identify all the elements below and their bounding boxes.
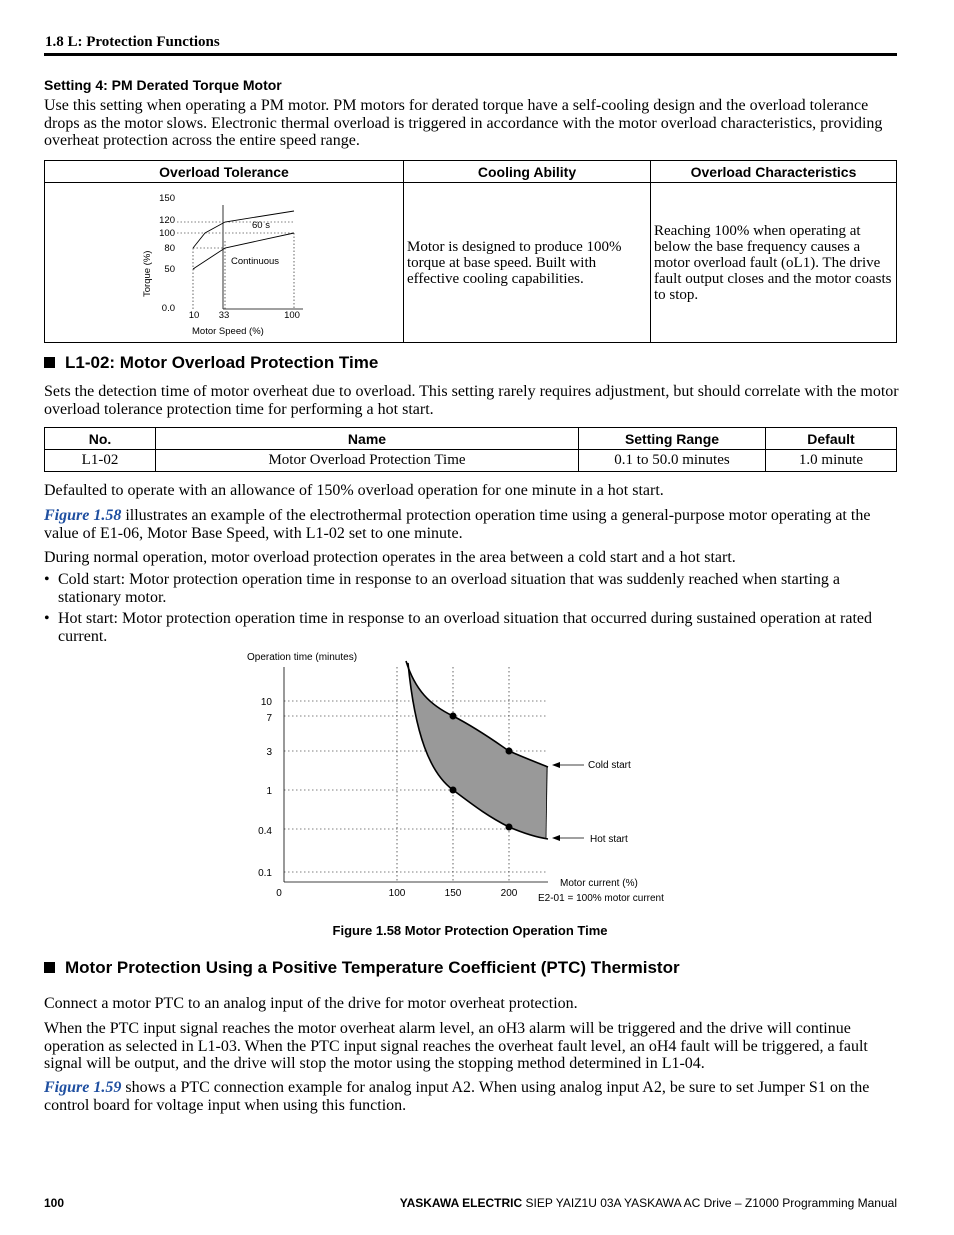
square-bullet-icon	[44, 962, 55, 973]
l102-p3: During normal operation, motor overload protection operates in the area between a cold start and a hot start.	[44, 549, 736, 566]
ytick-80: 80	[164, 243, 175, 254]
fig-ytick-10: 10	[260, 697, 272, 708]
operation-area	[406, 661, 548, 839]
ptc-p2: When the PTC input signal reaches the motor overheat alarm level, an oH3 alarm will be triggered and the drive will continue operation as selected in L1-03. When the PTC input signal reaches the overheat fault level, an oH4 fault will be triggered, a fault signal will be output, and the drive will stop the motor using the stopping method determined in L1-04.	[44, 1020, 868, 1072]
param-name: Motor Overload Protection Time	[156, 450, 579, 472]
param-default: 1.0 minute	[766, 450, 897, 472]
hot-200-point	[506, 824, 513, 831]
l102-heading-row	[44, 353, 378, 373]
bullet-hot-text: Hot start: Motor protection operation time in response to an overload situation that occurred during sustained operation at rated current.	[58, 610, 872, 645]
parameter-table	[44, 427, 897, 472]
y-axis-label: Torque (%)	[142, 250, 153, 297]
fig-xtick-150: 150	[444, 888, 462, 899]
bullet-dot: •	[44, 571, 50, 588]
param-no: L1-02	[45, 450, 156, 472]
ytick-120: 120	[159, 215, 175, 226]
ptc-heading: Motor Protection Using a Positive Temperature Coefficient (PTC) Thermistor	[65, 958, 680, 977]
label-hot-start: Hot start	[590, 834, 628, 845]
fig-xtick-0: 0	[276, 888, 282, 899]
label-60s: 60 s	[252, 220, 270, 231]
footer-brand: YASKAWA ELECTRIC	[399, 1196, 523, 1210]
bullet-cold-text: Cold start: Motor protection operation time in response to an overload situation that was suddenly reached when starting a stationary motor.	[58, 571, 841, 606]
figure-159-link[interactable]: Figure 1.59	[44, 1079, 122, 1096]
ytick-150: 150	[159, 193, 175, 204]
xtick-10: 10	[188, 310, 200, 321]
setting4-body: Use this setting when operating a PM motor. PM motors for derated torque have a self-cooling design and the overload tolerance drops as the motor slows. Electronic thermal overload is triggered in accordance with the motor overload characteristics, providing overheat protection across the entire speed range.	[44, 97, 883, 149]
label-cold-start: Cold start	[588, 760, 631, 771]
bullet-dot: •	[44, 610, 50, 627]
section-header	[44, 33, 897, 56]
xtick-33: 33	[218, 310, 230, 321]
cold-150-point	[450, 713, 457, 720]
no-header: No.	[45, 428, 156, 450]
overload-characteristics-cell: Reaching 100% when operating at below the base frequency causes a motor overload fault (oL1). The drive fault output closes and the motor coasts to stop.	[651, 183, 897, 343]
ytick-100: 100	[159, 228, 175, 239]
fig-ytick-0.4: 0.4	[258, 826, 272, 837]
curve-60s	[193, 211, 294, 248]
bullet-cold-start	[44, 571, 900, 607]
ytick-50: 50	[164, 264, 175, 275]
l102-p2-text: illustrates an example of the electrothermal protection operation time using a general-purpose motor operating at the value of E1-06, Motor Base Speed, with L1-02 set to one minute.	[44, 507, 871, 542]
figure-158-link[interactable]: Figure 1.58	[44, 507, 122, 524]
param-range: 0.1 to 50.0 minutes	[579, 450, 766, 472]
ptc-p3	[44, 1079, 900, 1114]
cooling-ability-header: Cooling Ability	[404, 161, 651, 183]
label-continuous: Continuous	[231, 256, 280, 267]
page-number: 100	[44, 1196, 65, 1210]
fig-y-label: Operation time (minutes)	[247, 652, 358, 663]
l102-p2	[44, 507, 900, 542]
fig-x-label: Motor current (%)	[560, 878, 638, 889]
overload-tolerance-header: Overload Tolerance	[45, 161, 404, 183]
overload-characteristics-header: Overload Characteristics	[651, 161, 897, 183]
default-header: Default	[766, 428, 897, 450]
fig-x-note: E2-01 = 100% motor current	[538, 893, 664, 904]
setting4-heading: Setting 4: PM Derated Torque Motor	[44, 77, 282, 93]
fig-xtick-100: 100	[388, 888, 406, 899]
cold-arrow-head	[552, 762, 560, 768]
overload-table	[44, 160, 897, 343]
name-header: Name	[156, 428, 579, 450]
fig-ytick-0.1: 0.1	[258, 868, 272, 879]
fig-xtick-200: 200	[500, 888, 518, 899]
xtick-100: 100	[284, 310, 300, 321]
cooling-ability-cell: Motor is designed to produce 100% torque at base speed. Built with effective cooling capabilities.	[404, 183, 651, 343]
cold-200-point	[506, 748, 513, 755]
table-row	[45, 450, 897, 472]
l102-heading: L1-02: Motor Overload Protection Time	[65, 353, 379, 372]
l102-p1: Defaulted to operate with an allowance of 150% overload operation for one minute in a hot start.	[44, 482, 664, 499]
hot-arrow-head	[552, 835, 560, 841]
overload-chart-cell	[45, 183, 404, 343]
footer-doc-info	[400, 1196, 897, 1210]
l102-body: Sets the detection time of motor overheat due to overload. This setting rarely requires adjustment, but should correlate with the motor overload tolerance protection time for performing a hot start.	[44, 383, 899, 418]
overload-tolerance-chart	[45, 183, 403, 342]
fig-ytick-3: 3	[266, 747, 272, 758]
figure-caption: Figure 1.58 Motor Protection Operation Time	[332, 923, 608, 938]
hot-150-point	[450, 787, 457, 794]
ytick-0: 0.0	[161, 303, 175, 314]
ptc-heading-row	[44, 958, 680, 978]
ptc-p1: Connect a motor PTC to an analog input of the drive for motor overheat protection.	[44, 995, 578, 1012]
section-title: 1.8 L: Protection Functions	[45, 34, 220, 50]
square-bullet-icon	[44, 357, 55, 368]
x-axis-label: Motor Speed (%)	[192, 326, 264, 337]
ptc-p3-text: shows a PTC connection example for analog input A2. When using analog input A2, be sure to set Jumper S1 on the control board for voltage input when using this function.	[44, 1079, 870, 1114]
footer-doc-title: SIEP YAIZ1U 03A YASKAWA AC Drive – Z1000 Programming Manual	[522, 1196, 897, 1210]
fig-ytick-1: 1	[266, 786, 272, 797]
bullet-hot-start	[44, 610, 900, 646]
setting-range-header: Setting Range	[579, 428, 766, 450]
operation-time-chart	[240, 645, 700, 910]
fig-ytick-7: 7	[266, 713, 272, 724]
